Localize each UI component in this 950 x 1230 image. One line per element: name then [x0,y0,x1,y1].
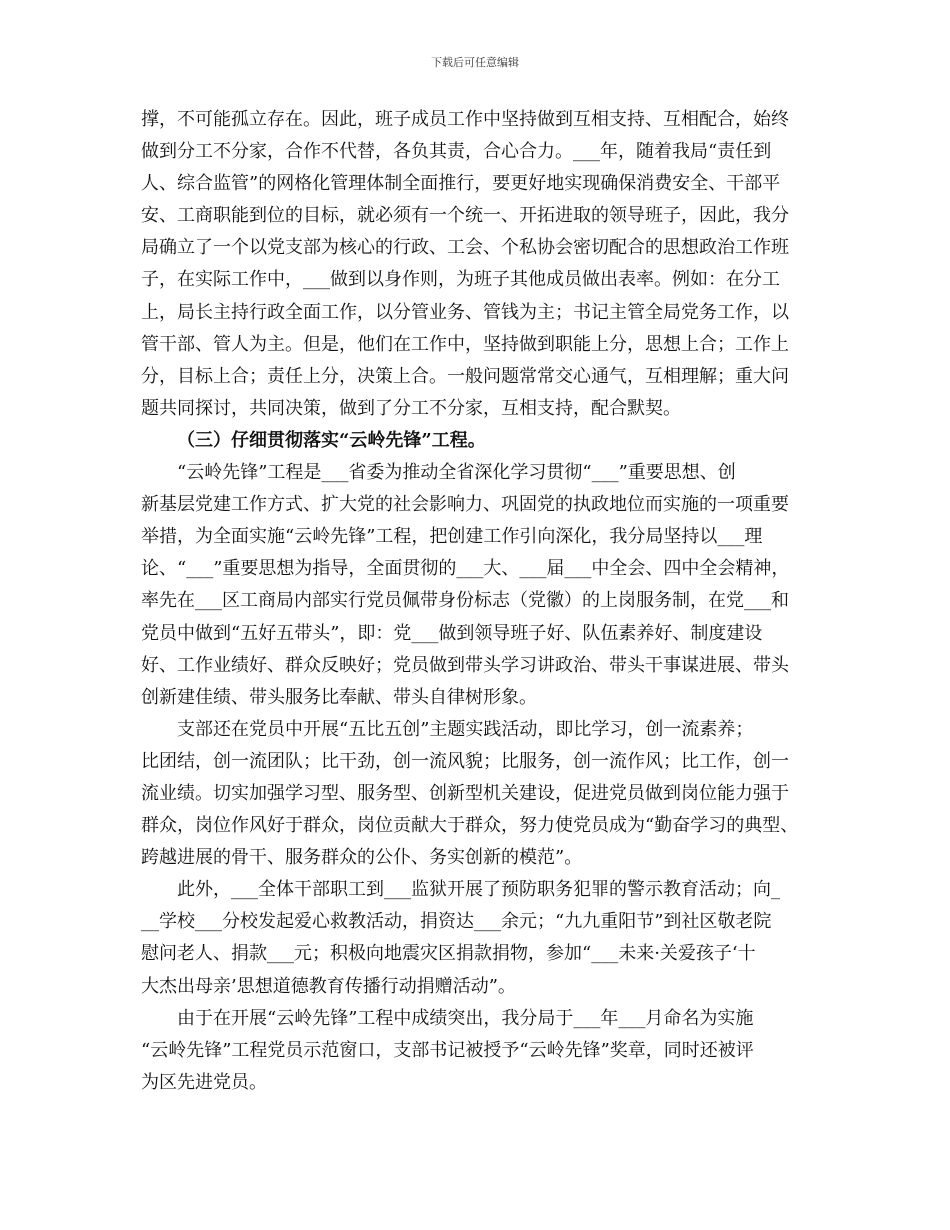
paragraph-line: 上，局长主持行政全面工作，以分管业务、管钱为主；书记主管全局党务工作，以 [141,301,789,323]
paragraph-line: 人、综合监管”的网格化管理体制全面推行，要更好地实现确保消费安全、干部平 [141,173,781,195]
paragraph [141,714,811,874]
paragraph-line: 党员中做到“五好五带头”，即：党___做到领导班子好、队伍素养好、制度建设 [141,622,763,644]
section-heading [141,425,811,457]
document-body [141,104,811,1099]
paragraph-line: 大杰出母亲’思想道德教育传播行动捐赠活动”。 [141,975,516,997]
paragraph-line: 子，在实际工作中，___做到以身作则，为班子其他成员做出表率。例如：在分工 [141,269,780,291]
heading-text: （三）仔细贯彻落实“云岭先锋”工程。 [177,429,486,451]
paragraph-line: 群众，岗位作风好于群众，岗位贡献大于群众，努力使党员成为“勤奋学习的典型、 [141,815,799,837]
paragraph-line: 比团结，创一流团队；比干劲，创一流风貌；比服务，创一流作风；比工作，创一 [141,750,789,772]
paragraph [141,104,811,425]
paragraph-line: 率先在___区工商局内部实行党员佩带身份标志（党徽）的上岗服务制，在党___和 [141,590,789,612]
paragraph-line: __学校___分校发起爱心救教活动，捐资达___余元；“九九重阳节”到社区敬老院 [141,911,772,933]
paragraph-line: 慰问老人、捐款___元；积极向地震灾区捐款捐物，参加“___未来·关爱孩子‘十 [141,943,756,965]
paragraph [141,874,811,1002]
paragraph-line: 流业绩。切实加强学习型、服务型、创新型机关建设，促进党员做到岗位能力强于 [141,782,789,804]
paragraph-line: 论、“___”重要思想为指导，全面贯彻的___大、___届___中全会、四中全会精神， [141,558,790,580]
paragraph-line: 举措，为全面实施“云岭先锋”工程，把创建工作引向深化，我分局坚持以___理 [141,526,763,548]
paragraph-line: 安、工商职能到位的目标，就必须有一个统一、开拓进取的领导班子，因此，我分 [141,205,789,227]
paragraph-line: 管干部、管人为主。但是，他们在工作中，坚持做到职能上分，思想上合；工作上 [141,333,789,355]
paragraph-line: 新基层党建工作方式、扩大党的社会影响力、巩固党的执政地位而实施的一项重要 [141,494,789,516]
paragraph-line: “云岭先锋”工程是___省委为推动全省深化学习贯彻“___”重要思想、创 [177,462,736,484]
paragraph [141,457,811,714]
paragraph-line: 局确立了一个以党支部为核心的行政、工会、个私协会密切配合的思想政治工作班 [141,237,789,259]
paragraph-line: 创新建佳绩、带头服务比奉献、带头自律树形象。 [141,686,537,708]
paragraph-line: 撑，不可能孤立存在。因此，班子成员工作中坚持做到互相支持、互相配合，始终 [141,109,789,130]
paragraph-line: 题共同探讨，共同决策，做到了分工不分家，互相支持，配合默契。 [141,397,681,419]
paragraph-line: 分，目标上合；责任上分，决策上合。一般问题常常交心通气，互相理解；重大问 [141,365,789,387]
paragraph-line: 此外，___全体干部职工到___监狱开展了预防职务犯罪的警示教育活动；向_ [177,879,780,901]
paragraph-line: “云岭先锋”工程党员示范窗口，支部书记被授予“云岭先锋”奖章，同时还被评 [141,1039,754,1061]
paragraph-line: 为区先进党员。 [141,1071,267,1093]
paragraph-line: 支部还在党员中开展“五比五创”主题实践活动，即比学习，创一流素养； [177,718,754,740]
paragraph-line: 好、工作业绩好、群众反映好；党员做到带头学习讲政治、带头干事谋进展、带头 [141,654,789,676]
paragraph-line: 跨越进展的骨干、服务群众的公仆、务实创新的模范”。 [141,847,583,869]
paragraph [141,1003,811,1099]
paragraph-line: 做到分工不分家，合作不代替，各负其责，合心合力。___年，随着我局“责任到 [141,141,772,163]
paragraph-line: 由于在开展“云岭先锋”工程中成绩突出，我分局于___年___月命名为实施 [177,1007,754,1029]
page-header: 下载后可任意编辑 [431,56,519,69]
